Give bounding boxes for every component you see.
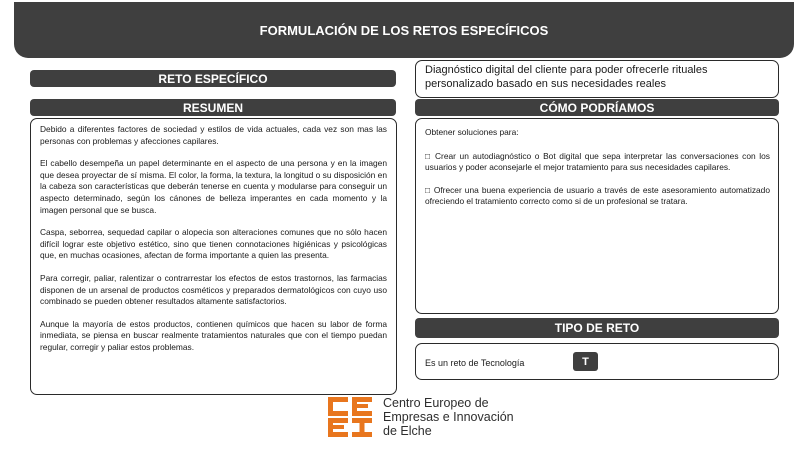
ceei-logo-icon [328, 397, 374, 437]
resumen-box [30, 118, 397, 395]
resumen-label: RESUMEN [182, 100, 243, 115]
como-item: □ Crear un autodiagnóstico o Bot digital que sepa interpretar las conversaciones con los usuarios y poder aconsejarle el mejor tratamiento para sus necesidades capilares. [425, 150, 770, 173]
ceei-logo-text [383, 396, 514, 438]
como-podriamos-label: CÓMO PODRÍAMOS [539, 100, 655, 115]
logo-line: de Elche [383, 424, 432, 438]
resumen-paragraph: Aunque la mayoría de estos productos, contienen químicos que hacen su labor de forma inmediata, se piensa en buscar realmente tratamientos naturales que con el tiempo puedan regular, corregir y paliar estos problemas. [40, 318, 387, 352]
reto-especifico-header [30, 70, 396, 87]
reto-especifico-text: Diagnóstico digital del cliente para poder ofrecerle rituales personalizado basado en sus necesidades reales [425, 64, 708, 90]
resumen-paragraph: Caspa, seborrea, sequedad capilar o alopecia son alteraciones comunes que no sólo hacen difícil lograr este objetivo estético, sino que tienen connotaciones higiénicas y psicológicas que, en muchas ocasiones, afectan de forma importante a quien las presenta. [40, 227, 387, 261]
tipo-reto-label: TIPO DE RETO [554, 321, 640, 335]
como-intro: Obtener soluciones para: [425, 127, 519, 137]
como-podriamos-header [415, 99, 779, 116]
tipo-reto-badge: T [573, 352, 598, 371]
page-title: FORMULACIÓN DE LOS RETOS ESPECÍFICOS [259, 22, 549, 38]
resumen-paragraph: El cabello desempeña un papel determinante en el aspecto de una persona y en la imagen que desea proyectar de sí misma. El color, la forma, la textura, la longitud o su disposición en la cabeza son características que deberán tenerse en cuenta y modularse para conseguir un aspecto determinado, según los cánones de belleza imperantes en cada momento y la imagen personal que se busca. [40, 158, 387, 215]
resumen-paragraph: Para corregir, paliar, ralentizar o contrarrestar los efectos de estos trastornos, las farmacias disponen de un arsenal de productos cosméticos y preparados dermatológicos con cuyo uso combinado se pueden obtener resultados altamente satisfactorios. [40, 272, 387, 307]
resumen-header [30, 99, 396, 116]
tipo-reto-header [415, 318, 779, 338]
tipo-reto-text: Es un reto de Tecnología [425, 358, 525, 368]
resumen-paragraph: Debido a diferentes factores de sociedad y estilos de vida actuales, cada vez son mas las personas con problemas y afecciones capilares. [40, 124, 387, 146]
reto-especifico-label: RETO ESPECÍFICO [158, 71, 268, 86]
header-banner [14, 2, 794, 58]
logo-line: Empresas e Innovación [383, 410, 514, 424]
reto-especifico-box [415, 60, 779, 98]
como-item: □ Ofrecer una buena experiencia de usuario a través de este asesoramiento automatizado ofreciendo el tratamiento correcto como si de un profesional se tratara. [425, 184, 770, 207]
como-podriamos-box [415, 118, 779, 314]
logo-line: Centro Europeo de [383, 396, 489, 410]
